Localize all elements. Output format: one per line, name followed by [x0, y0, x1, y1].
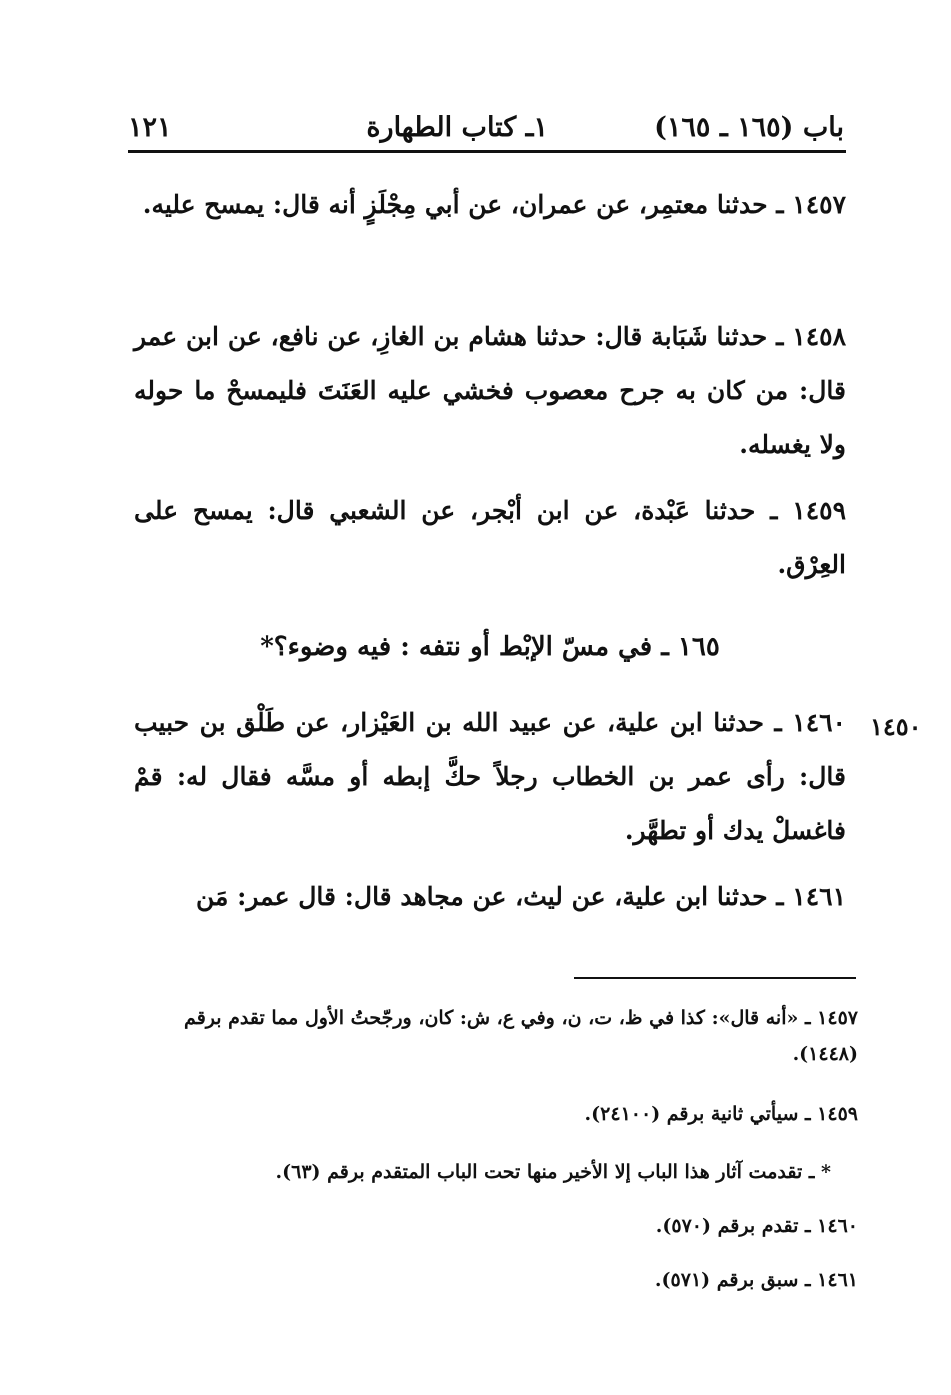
hadith-1460 — [134, 696, 846, 858]
section-heading: ١٦٥ ـ في مسّ الإبْط أو نتفه : فيه وضوء؟* — [260, 632, 720, 662]
footnote-1459: ١٤٥٩ ـ سيأتي ثانية برقم (٢٤١٠٠). — [584, 1103, 858, 1125]
hadith-1459 — [134, 484, 846, 592]
chapter-title: باب (١٦٥ ـ ١٦٥) — [654, 112, 844, 143]
hadith-1461 — [134, 870, 846, 924]
hadith-number: ١٤٥٩ — [792, 496, 846, 525]
footnote-star: * ـ تقدمت آثار هذا الباب إلا الأخير منها تحت الباب المتقدم برقم (٦٣). — [275, 1161, 831, 1183]
footnote-1457: ١٤٥٧ ـ «أنه قال»: كذا في ظ، ت، ن، وفي ع، ش: كان، ورجّحتُ الأول مما تقدم برقم (١٤٤٨). — [184, 1007, 858, 1065]
hadith-text: ـ حدثنا ابن علية، عن ليث، عن مجاهد قال: قال عمر: مَن — [196, 882, 784, 911]
hadith-number: ١٤٦١ — [792, 882, 846, 911]
hadith-1457 — [134, 178, 846, 232]
hadith-text: ـ حدثنا معتمِر، عن عمران، عن أبي مِجْلَزٍ أنه قال: يمسح عليه. — [142, 190, 784, 219]
footnote-1460: ١٤٦٠ ـ تقدم برقم (٥٧٠). — [655, 1215, 858, 1237]
hadith-1458 — [134, 310, 846, 472]
page-header — [128, 106, 844, 152]
margin-number: ١٤٥٠ — [870, 712, 922, 741]
hadith-number: ١٤٥٧ — [792, 190, 846, 219]
hadith-text: ـ حدثنا شَبَابة قال: حدثنا هشام بن الغازِ، عن نافع، عن ابن عمر قال: من كان به جرح معصوب فخشي عليه العَنَتَ فليمسحْ ما حوله ولا يغسله. — [134, 322, 846, 459]
hadith-number: ١٤٥٨ — [792, 322, 846, 351]
hadith-text: ـ حدثنا ابن علية، عن عبيد الله بن العَيْزار، عن طَلْق بن حبيب قال: رأى عمر بن الخطاب رجلاً حكَّ إبطه أو مسَّه فقال له: قمْ فاغسلْ يدك أو تطهَّر. — [134, 708, 846, 845]
hadith-text: ـ حدثنا عَبْدة، عن ابن أبْجر، عن الشعبي قال: يمسح على العِرْق. — [134, 496, 846, 579]
page-number: ١٢١ — [128, 112, 172, 143]
hadith-number: ١٤٦٠ — [792, 708, 846, 737]
header-rule — [128, 150, 846, 153]
footnote-1461: ١٤٦١ ـ سبق برقم (٥٧١). — [654, 1269, 858, 1291]
footnote-rule — [574, 977, 856, 979]
book-title: ١ـ كتاب الطهارة — [366, 112, 548, 143]
